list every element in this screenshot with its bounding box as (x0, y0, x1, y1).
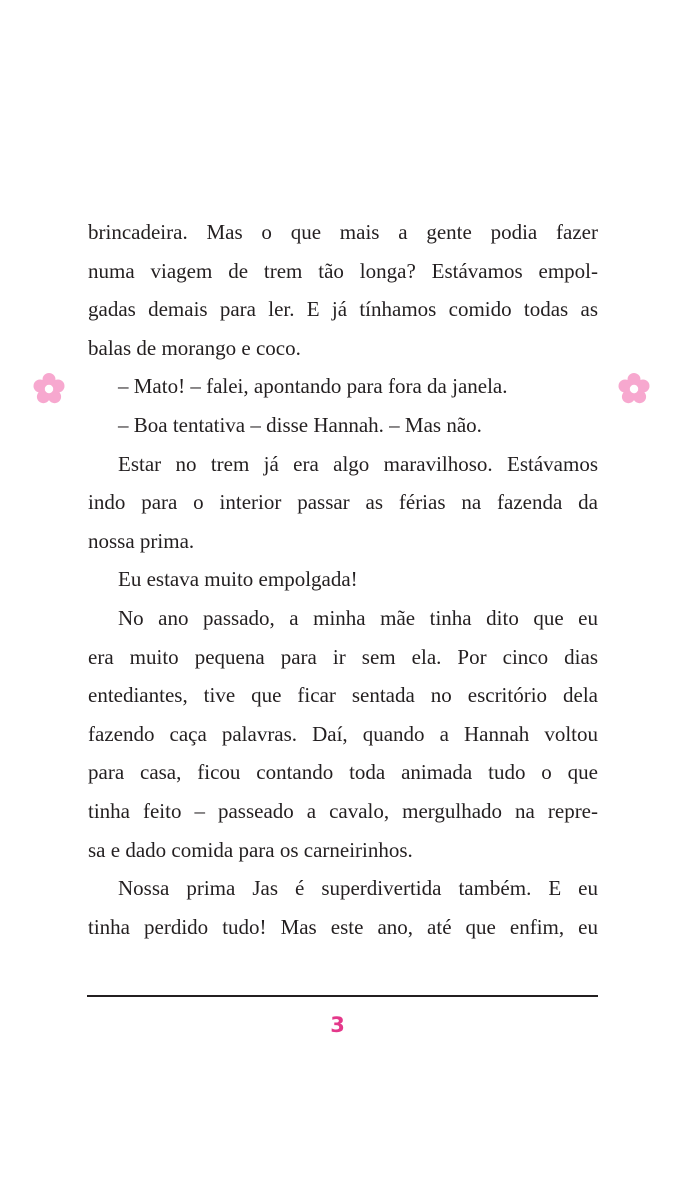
text-line: balas de morango e coco. (88, 335, 301, 360)
text-line: era muito pequena para ir sem ela. Por cinco dias (88, 644, 598, 669)
flower-icon (617, 372, 651, 406)
flower-icon (32, 372, 66, 406)
text-line: brincadeira. Mas o que mais a gente podia fazer (88, 220, 598, 244)
page-number: 3 (330, 1013, 345, 1037)
text-line: para casa, ficou contando toda animada tudo o que (88, 760, 598, 785)
text-line: – Boa tentativa – disse Hannah. – Mas não. (118, 412, 482, 437)
body-text (88, 213, 598, 946)
text-line: indo para o interior passar as férias na fazenda da (88, 490, 598, 515)
text-line: Eu estava muito empolgada! (118, 567, 358, 592)
text-line: numa viagem de trem tão longa? Estávamos empol- (88, 258, 598, 283)
text-line: – Mato! – falei, apontando para fora da janela. (118, 374, 508, 399)
text-line: tinha perdido tudo! Mas este ano, até que enfim, eu (88, 914, 598, 939)
text-line: sa e dado comida para os carneirinhos. (88, 837, 413, 862)
text-line: fazendo caça palavras. Daí, quando a Hannah voltou (88, 721, 598, 746)
text-line: gadas demais para ler. E já tínhamos comido todas as (88, 297, 598, 322)
text-line: No ano passado, a minha mãe tinha dito que eu (118, 605, 598, 630)
text-line: tinha feito – passeado a cavalo, mergulhado na repre- (88, 798, 598, 823)
text-line: Estar no trem já era algo maravilhoso. Estávamos (118, 451, 598, 476)
footer-rule (87, 995, 598, 997)
text-line: Nossa prima Jas é superdivertida também. E eu (118, 876, 598, 901)
text-line: nossa prima. (88, 528, 195, 553)
text-line: entediantes, tive que ficar sentada no escritório dela (88, 683, 598, 708)
